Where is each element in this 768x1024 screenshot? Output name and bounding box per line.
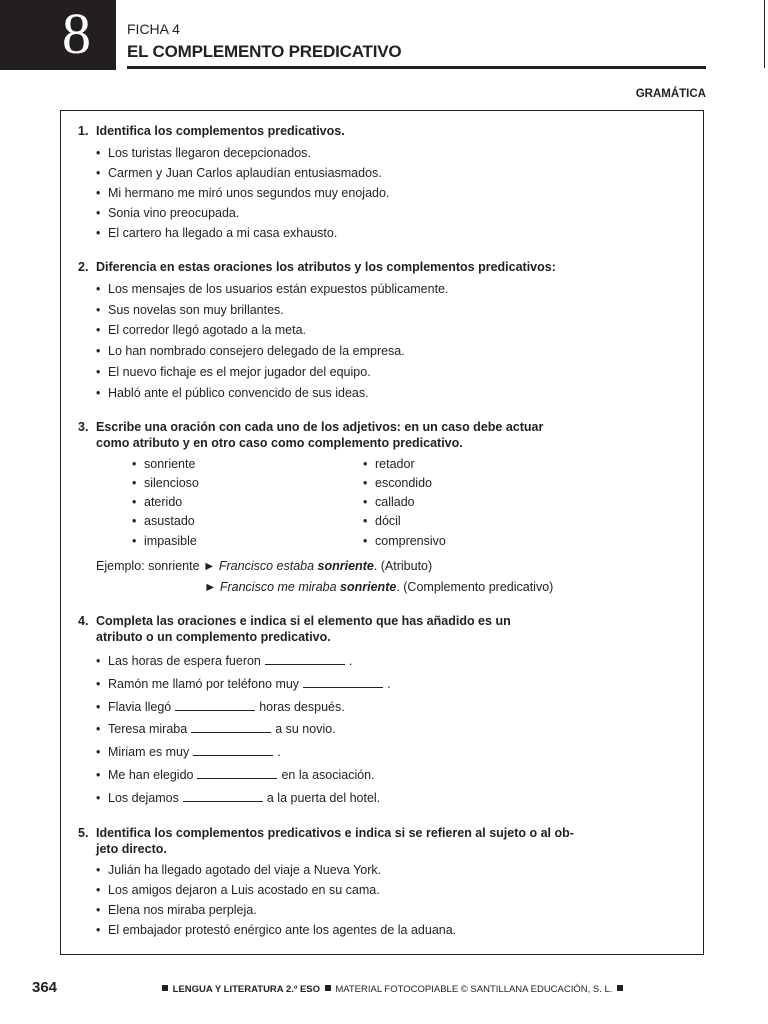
square-bullet-icon (617, 985, 623, 991)
fill-in-item: • Ramón me llamó por teléfono muy . (96, 677, 391, 691)
list-item: • Julián ha llegado agotado del viaje a Nueva York. (96, 863, 382, 877)
arrow-icon: ► (203, 559, 216, 573)
list-item: • Sonia vino preocupada. (96, 206, 240, 220)
unit-number: 8 (62, 1, 91, 66)
list-item: • El corredor llegó agotado a la meta. (96, 323, 307, 337)
example-line-2: ► Francisco me miraba sonriente. (Complemento predicativo) (204, 580, 554, 594)
exercise-number: 1. (78, 124, 89, 138)
exercise-instruction-line-1: Identifica los complementos predicativos e indica si se refieren al sujeto o al ob- (96, 826, 574, 840)
adjective-item: • aterido (132, 495, 183, 509)
answer-blank[interactable] (191, 722, 271, 733)
exercise-4-title (78, 614, 558, 645)
square-bullet-icon (325, 985, 331, 991)
title-divider (127, 66, 706, 69)
fill-in-item: • Los dejamos a la puerta del hotel. (96, 791, 381, 805)
exercise-instruction: Completa las oraciones e indica si el elemento que has añadido es un atributo o un complemento predicativo. (96, 614, 511, 644)
example-line-1: Ejemplo: sonriente ► Francisco estaba sonriente. (Atributo) (96, 559, 433, 573)
answer-blank[interactable] (175, 700, 255, 711)
list-item: • Los amigos dejaron a Luis acostado en su cama. (96, 883, 380, 897)
page-number: 364 (32, 979, 58, 996)
adjective-item: • escondido (363, 476, 432, 490)
exercise-instruction: Escribe una oración con cada uno de los adjetivos: en un caso debe actuar como atributo y en otro caso como complemento predicativo. (96, 420, 544, 450)
list-item: • Lo han nombrado consejero delegado de la empresa. (96, 344, 405, 358)
answer-blank[interactable] (183, 791, 263, 802)
adjective-item: • impasible (132, 534, 197, 548)
book-title: LENGUA Y LITERATURA 2.º ESO (172, 984, 321, 995)
copyright-notice: MATERIAL FOTOCOPIABLE © SANTILLANA EDUCACIÓN, S. L. (335, 984, 613, 995)
fill-in-item: • Me han elegido en la asociación. (96, 768, 375, 782)
list-item: • El nuevo fichaje es el mejor jugador del equipo. (96, 365, 371, 379)
page-title: EL COMPLEMENTO PREDICATIVO (127, 42, 402, 61)
list-item: • Mi hermano me miró unos segundos muy enojado. (96, 186, 390, 200)
fill-in-item: • Flavia llegó horas después. (96, 700, 345, 714)
adjective-item: • comprensivo (363, 534, 446, 548)
answer-blank[interactable] (265, 654, 345, 665)
exercise-1-title (78, 124, 558, 140)
adjective-item: • retador (363, 457, 415, 471)
list-item: • El embajador protestó enérgico ante los agentes de la aduana. (96, 923, 457, 937)
exercise-5-title (78, 826, 574, 857)
list-item: • Los mensajes de los usuarios están expuestos públicamente. (96, 282, 449, 296)
adjective-item: • silencioso (132, 476, 199, 490)
exercise-number: 5. (78, 826, 89, 840)
page-edge-line (764, 0, 765, 68)
worksheet-label: FICHA 4 (127, 21, 180, 37)
list-item: • El cartero ha llegado a mi casa exhausto. (96, 226, 338, 240)
answer-blank[interactable] (197, 768, 277, 779)
adjective-item: • asustado (132, 514, 195, 528)
answer-blank[interactable] (303, 677, 383, 688)
unit-number-block (0, 0, 116, 70)
list-item: • Habló ante el público convencido de sus ideas. (96, 386, 369, 400)
list-item: • Elena nos miraba perpleja. (96, 903, 257, 917)
exercise-2-title (78, 260, 558, 276)
list-item: • Sus novelas son muy brillantes. (96, 303, 284, 317)
adjective-item: • sonriente (132, 457, 196, 471)
exercise-number: 4. (78, 614, 89, 628)
square-bullet-icon (162, 985, 168, 991)
fill-in-item: • Miriam es muy . (96, 745, 281, 759)
exercise-3-title (78, 420, 558, 451)
list-item: • Carmen y Juan Carlos aplaudían entusiasmados. (96, 166, 382, 180)
exercise-number: 2. (78, 260, 89, 274)
adjective-item: • callado (363, 495, 415, 509)
list-item: • Los turistas llegaron decepcionados. (96, 146, 311, 160)
exercise-instruction: Identifica los complementos predicativos. (96, 124, 345, 138)
section-label: GRAMÁTICA (635, 88, 706, 100)
fill-in-item: • Las horas de espera fueron . (96, 654, 353, 668)
exercise-number: 3. (78, 420, 89, 434)
adjective-item: • dócil (363, 514, 401, 528)
exercise-instruction-line-2: jeto directo. (96, 841, 167, 856)
fill-in-item: • Teresa miraba a su novio. (96, 722, 336, 736)
footer-credits (160, 984, 625, 995)
exercise-instruction: Diferencia en estas oraciones los atributos y los complementos predicativos: (96, 260, 556, 274)
answer-blank[interactable] (193, 745, 273, 756)
arrow-icon: ► (204, 580, 217, 594)
